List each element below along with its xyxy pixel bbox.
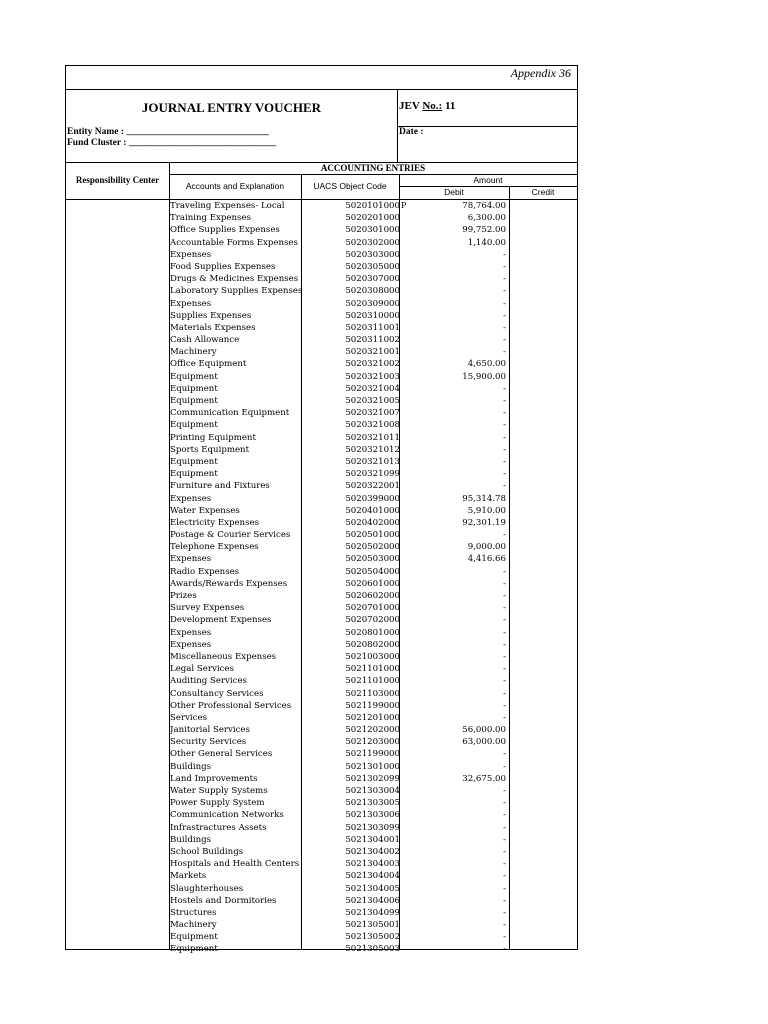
account-cell: Expenses (170, 554, 212, 565)
peso-sign: P (401, 201, 407, 210)
uacs-code-cell: 5021199000 (345, 749, 400, 760)
account-cell: Expenses (170, 298, 212, 309)
table-row (169, 724, 579, 736)
table-row (169, 712, 579, 724)
table-row (169, 736, 579, 748)
table-row (169, 931, 579, 943)
uacs-code-cell: 5020321099 (345, 469, 400, 480)
uacs-code-cell: 5020321011 (345, 432, 400, 443)
account-cell: Communication Equipment (170, 408, 290, 419)
uacs-code-cell: 5021103000 (345, 688, 400, 699)
debit-cell: - (503, 822, 506, 833)
table-row (169, 358, 579, 370)
table-row (169, 334, 579, 346)
debit-cell: - (503, 664, 506, 675)
table-row (169, 383, 579, 395)
amount-heading: Amount (473, 175, 503, 185)
uacs-code-cell: 5021003000 (345, 651, 400, 662)
debit-cell: - (503, 530, 506, 541)
table-row (169, 553, 579, 565)
uacs-code-cell: 5021305003 (345, 944, 400, 955)
uacs-code-cell: 5020321008 (345, 420, 400, 431)
debit-cell: - (503, 859, 506, 870)
table-row (169, 346, 579, 358)
debit-cell: - (503, 420, 506, 431)
account-cell: School Buildings (170, 846, 244, 857)
table-row (169, 480, 579, 492)
account-cell: Hostels and Dormitories (170, 895, 277, 906)
uacs-code-cell: 5021101000 (345, 676, 400, 687)
uacs-code-cell: 5021303004 (345, 786, 400, 796)
table-row (169, 541, 579, 553)
account-cell: Buildings (170, 761, 212, 772)
debit-cell: - (503, 883, 506, 894)
debit-cell: - (503, 298, 506, 309)
debit-cell: - (503, 871, 506, 882)
uacs-code-cell: 5020309000 (345, 298, 400, 309)
debit-cell: - (503, 895, 506, 906)
account-cell: Equipment (170, 383, 218, 394)
table-row (169, 310, 579, 322)
table-row (169, 761, 579, 773)
responsibility-center-heading: Responsibility Center (75, 175, 160, 185)
account-cell: Communication Networks (170, 810, 284, 821)
uacs-code-cell: 5020801000 (345, 627, 400, 638)
uacs-code-cell: 5020702000 (345, 615, 400, 626)
uacs-code-cell: 5021303005 (345, 798, 400, 809)
table-row (169, 517, 579, 529)
table-row (169, 651, 579, 663)
account-cell: Telephone Expenses (170, 542, 259, 553)
uacs-code-cell: 5021202000 (345, 725, 400, 736)
uacs-code-cell: 5020501000 (345, 530, 400, 541)
jev-number: JEV No.: 11 (399, 100, 456, 112)
table-row (169, 627, 579, 639)
debit-cell: 1,140.00 (467, 237, 506, 248)
uacs-code-cell: 5020399000 (345, 493, 400, 504)
table-row (169, 797, 579, 809)
uacs-code-cell: 5020503000 (345, 554, 400, 565)
table-row (169, 883, 579, 895)
uacs-code-cell: 5021304003 (345, 859, 400, 870)
account-cell: Expenses (170, 627, 212, 638)
account-cell: Buildings (170, 834, 212, 845)
table-row (169, 578, 579, 590)
uacs-code-cell: 5020311002 (345, 335, 400, 346)
debit-cell: 4,416.66 (467, 554, 506, 565)
uacs-code-cell: 5021301000 (345, 761, 400, 772)
account-cell: Auditing Services (170, 676, 247, 687)
debit-cell: 9,000.00 (467, 542, 506, 553)
debit-cell: 92,301.19 (462, 517, 506, 528)
uacs-code-cell: 5021201000 (345, 712, 400, 723)
table-row (169, 919, 579, 931)
account-cell: Infrastractures Assets (170, 822, 267, 833)
uacs-code-cell: 5021303006 (345, 810, 400, 821)
account-cell: Security Services (170, 737, 247, 748)
entity-name-field[interactable]: Entity Name : ______________________________ (67, 127, 269, 137)
debit-cell: - (503, 615, 506, 626)
table-row (169, 822, 579, 834)
appendix-label: Appendix 36 (510, 66, 571, 80)
table-row (169, 895, 579, 907)
uacs-code-cell: 5021304005 (345, 883, 400, 894)
table-row (169, 785, 579, 797)
uacs-code-cell: 5020602000 (345, 591, 400, 601)
table-row (169, 456, 579, 468)
uacs-code-cell: 5020322001 (345, 481, 400, 492)
debit-cell: - (503, 578, 506, 589)
account-cell: Equipment (170, 371, 218, 382)
account-cell: Structures (170, 907, 217, 918)
uacs-code-cell: 5020321005 (345, 396, 400, 406)
account-cell: Equipment (170, 420, 218, 431)
account-cell: Other General Services (170, 749, 273, 760)
fund-cluster-field[interactable]: Fund Cluster : _______________________________ (67, 138, 277, 148)
account-cell: Materials Expenses (170, 322, 256, 333)
debit-cell: - (503, 274, 506, 285)
account-cell: Services (170, 712, 207, 723)
table-row (169, 444, 579, 456)
uacs-code-cell: 5020321007 (345, 408, 400, 419)
uacs-code-cell: 5020601000 (345, 578, 400, 589)
account-cell: Water Expenses (170, 505, 240, 516)
uacs-code-cell: 5020502000 (345, 542, 400, 553)
table-row (169, 273, 579, 285)
account-cell: Equipment (170, 469, 218, 480)
accounting-entries-heading: ACCOUNTING ENTRIES (320, 163, 426, 173)
table-row (169, 261, 579, 273)
table-row (169, 432, 579, 444)
debit-cell: - (503, 810, 506, 821)
debit-cell: 15,900.00 (462, 371, 506, 382)
debit-cell: - (503, 469, 506, 480)
account-cell: Electricity Expenses (170, 517, 259, 528)
account-cell: Office Supplies Expenses (170, 225, 280, 236)
debit-cell: - (503, 261, 506, 272)
uacs-code-cell: 5020321004 (345, 383, 400, 394)
account-cell: Equipment (170, 456, 218, 467)
debit-cell: - (503, 322, 506, 333)
table-row (169, 322, 579, 334)
table-row (169, 493, 579, 505)
debit-cell: 4,650.00 (467, 359, 506, 370)
debit-cell: 5,910.00 (467, 505, 506, 516)
debit-heading: Debit (444, 187, 464, 197)
uacs-code-cell: 5021303099 (345, 822, 400, 833)
uacs-code-cell: 5021305002 (345, 932, 400, 943)
debit-cell: - (503, 444, 506, 455)
debit-cell: - (503, 798, 506, 809)
table-row (169, 773, 579, 785)
table-row (169, 298, 579, 310)
debit-cell: - (503, 944, 506, 955)
debit-cell: - (503, 786, 506, 796)
uacs-code-cell: 5021304004 (345, 871, 400, 882)
account-cell: Other Professional Services (170, 700, 292, 711)
account-cell: Survey Expenses (170, 603, 245, 614)
uacs-code-cell: 5021305001 (345, 920, 400, 931)
debit-cell: - (503, 639, 506, 650)
account-cell: Laboratory Supplies Expenses (170, 286, 303, 297)
table-row (169, 419, 579, 431)
debit-cell: - (503, 347, 506, 358)
table-row (169, 700, 579, 712)
debit-cell: - (503, 712, 506, 723)
table-row (169, 614, 579, 626)
debit-cell: - (503, 627, 506, 638)
debit-cell: - (503, 932, 506, 943)
account-cell: Machinery (170, 347, 217, 358)
uacs-code-cell: 5021304006 (345, 895, 400, 906)
table-row (169, 590, 579, 602)
account-cell: Hospitals and Health Centers (170, 859, 300, 870)
uacs-code-cell: 5021302099 (345, 773, 400, 784)
account-cell: Expenses (170, 249, 212, 260)
account-cell: Radio Expenses (170, 566, 240, 577)
uacs-code-cell: 5020308000 (345, 286, 400, 297)
table-row (169, 249, 579, 261)
debit-cell: - (503, 761, 506, 772)
account-cell: Expenses (170, 639, 212, 650)
uacs-code-cell: 5020321013 (345, 456, 400, 467)
table-row (169, 675, 579, 687)
table-row (169, 224, 579, 236)
account-cell: Traveling Expenses- Local (170, 201, 285, 211)
account-cell: Supplies Expenses (170, 310, 252, 321)
table-row (169, 200, 579, 212)
uacs-code-cell: 5021203000 (345, 737, 400, 748)
debit-cell: - (503, 286, 506, 297)
uacs-code-cell: 5021101000 (345, 664, 400, 675)
debit-cell: 6,300.00 (467, 213, 506, 224)
account-cell: Consultancy Services (170, 688, 264, 699)
account-cell: Office Equipment (170, 359, 247, 370)
uacs-code-cell: 5021199000 (345, 700, 400, 711)
debit-cell: - (503, 700, 506, 711)
uacs-code-cell: 5020401000 (345, 505, 400, 516)
debit-cell: - (503, 408, 506, 419)
table-row (169, 663, 579, 675)
debit-cell: 63,000.00 (462, 737, 506, 748)
table-row (169, 395, 579, 407)
journal-entry-voucher-form (65, 65, 578, 955)
table-row (169, 943, 579, 955)
account-cell: Equipment (170, 944, 218, 955)
uacs-code-cell: 5020802000 (345, 639, 400, 650)
uacs-code-cell: 5020504000 (345, 566, 400, 577)
table-row (169, 748, 579, 760)
account-cell: Slaughterhouses (170, 883, 244, 894)
form-title: JOURNAL ENTRY VOUCHER (141, 100, 322, 115)
uacs-code-cell: 5020321012 (345, 444, 400, 455)
table-row (169, 858, 579, 870)
debit-cell: - (503, 834, 506, 845)
uacs-code-cell: 5020310000 (345, 310, 400, 321)
account-cell: Postage & Courier Services (170, 530, 291, 541)
accounts-heading: Accounts and Explanation (185, 181, 285, 191)
uacs-code-cell: 5020301000 (345, 225, 400, 236)
account-cell: Drugs & Medicines Expenses (170, 274, 299, 285)
account-cell: Cash Allowance (170, 335, 240, 346)
uacs-code-cell: 5020101000 (345, 201, 400, 211)
account-cell: Training Expenses (170, 213, 251, 224)
table-row (169, 285, 579, 297)
uacs-code-cell: 5021304001 (345, 834, 400, 845)
uacs-code-cell: 5020305000 (345, 261, 400, 272)
account-cell: Land Improvements (170, 773, 258, 784)
debit-cell: 95,314.78 (462, 493, 506, 504)
table-row (169, 212, 579, 224)
uacs-code-cell: 5020402000 (345, 517, 400, 528)
account-cell: Food Supplies Expenses (170, 261, 276, 272)
account-cell: Awards/Rewards Expenses (170, 578, 288, 589)
uacs-code-cell: 5020701000 (345, 603, 400, 614)
debit-cell: - (503, 432, 506, 443)
table-row (169, 602, 579, 614)
account-cell: Equipment (170, 932, 218, 943)
uacs-code-cell: 5020321001 (345, 347, 400, 358)
account-cell: Water Supply Systems (170, 786, 268, 796)
debit-cell: 78,764.00 (462, 201, 506, 211)
debit-cell: - (503, 396, 506, 406)
account-cell: Accountable Forms Expenses (170, 237, 298, 248)
account-cell: Miscellaneous Expenses (170, 651, 277, 662)
table-row (169, 639, 579, 651)
uacs-code-cell: 5020303000 (345, 249, 400, 260)
debit-cell: - (503, 651, 506, 662)
debit-cell: - (503, 310, 506, 321)
account-cell: Power Supply System (170, 798, 265, 809)
account-cell: Prizes (170, 591, 197, 601)
table-row (169, 407, 579, 419)
uacs-code-cell: 5021304002 (345, 846, 400, 857)
debit-cell: - (503, 603, 506, 614)
debit-cell: - (503, 688, 506, 699)
debit-cell: - (503, 846, 506, 857)
uacs-code-cell: 5020302000 (345, 237, 400, 248)
table-row (169, 566, 579, 578)
uacs-code-cell: 5020307000 (345, 274, 400, 285)
account-cell: Printing Equipment (170, 432, 256, 443)
debit-cell: 99,752.00 (462, 225, 506, 236)
table-row (169, 846, 579, 858)
uacs-code-cell: 5020201000 (345, 213, 400, 224)
debit-cell: - (503, 383, 506, 394)
debit-cell: - (503, 591, 506, 601)
debit-cell: - (503, 481, 506, 492)
debit-cell: - (503, 920, 506, 931)
table-row (169, 688, 579, 700)
debit-cell: - (503, 249, 506, 260)
credit-heading: Credit (531, 187, 555, 197)
debit-cell: - (503, 749, 506, 760)
account-cell: Expenses (170, 493, 212, 504)
table-row (169, 505, 579, 517)
account-cell: Machinery (170, 920, 217, 931)
account-cell: Furniture and Fixtures (170, 481, 270, 492)
uacs-code-cell: 5020321003 (345, 371, 400, 382)
account-cell: Equipment (170, 396, 218, 406)
account-cell: Janitorial Services (170, 725, 250, 736)
table-row (169, 237, 579, 249)
debit-cell: - (503, 566, 506, 577)
table-row (169, 529, 579, 541)
uacs-code-cell: 5020321002 (345, 359, 400, 370)
table-row (169, 870, 579, 882)
account-cell: Sports Equipment (170, 444, 250, 455)
account-cell: Markets (170, 871, 207, 882)
table-row (169, 907, 579, 919)
table-row (169, 371, 579, 383)
account-cell: Legal Services (170, 664, 234, 675)
uacs-heading: UACS Object Code (313, 181, 387, 191)
table-row (169, 468, 579, 480)
debit-cell: - (503, 676, 506, 687)
table-row (169, 834, 579, 846)
account-cell: Development Expenses (170, 615, 272, 626)
table-row (169, 809, 579, 821)
date-field[interactable]: Date : (399, 127, 424, 137)
debit-cell: 56,000.00 (462, 725, 506, 736)
debit-cell: - (503, 335, 506, 346)
uacs-code-cell: 5021304099 (345, 907, 400, 918)
entries-list (169, 200, 579, 956)
debit-cell: - (503, 456, 506, 467)
debit-cell: - (503, 907, 506, 918)
debit-cell: 32,675.00 (462, 773, 506, 784)
uacs-code-cell: 5020311001 (345, 322, 400, 333)
